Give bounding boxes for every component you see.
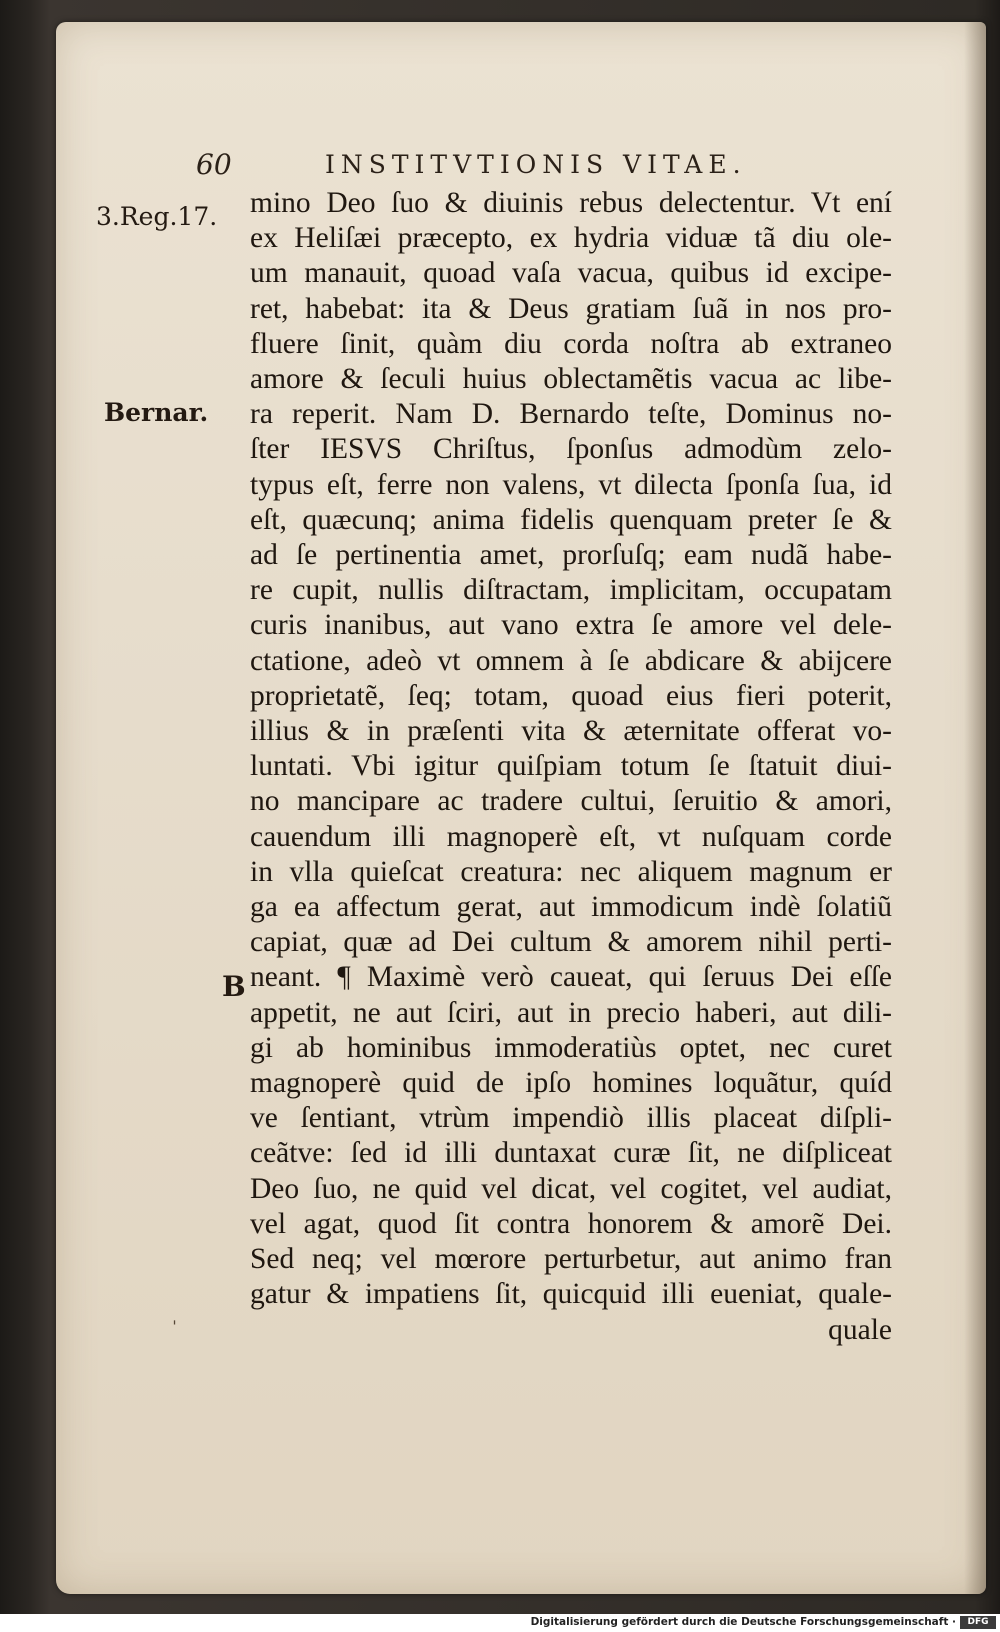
catchword: quale [828, 1313, 892, 1346]
text-line: fluere ſinit, quàm diu corda noſtra ab extraneo [250, 327, 892, 360]
text-line: ra reperit. Nam D. Bernardo teſte, Dominus no- [250, 398, 892, 431]
text-line: eſt, quæcunq; anima fidelis quenquam preter ſe & [250, 503, 892, 536]
text-line: mino Deo ſuo & diuinis rebus delectentur. Vt ení [250, 187, 892, 219]
page-header [0, 148, 1000, 188]
text-line: ceãtve: ſed id illi duntaxat curæ ſit, ne diſpliceat [250, 1137, 892, 1170]
text-line: in vlla quieſcat creatura: nec aliquem magnum er [250, 855, 892, 888]
margin-tick-mark: ˈ [172, 1318, 177, 1339]
text-line: curis inanibus, aut vano extra ſe amore vel dele- [250, 609, 892, 642]
text-line: ctatione, adeò vt omnem à ſe abdicare & abijcere [250, 644, 892, 677]
text-line: gatur & impatiens ſit, quicquid illi eueniat, quale- [250, 1278, 892, 1311]
dfg-logo: DFG [960, 1616, 996, 1629]
text-line: appetit, ne aut ſciri, aut in precio haberi, aut dili- [250, 996, 892, 1029]
text-line: ga ea affectum gerat, aut immodicum indè ſolatiũ [250, 891, 892, 924]
text-line: typus eſt, ferre non valens, vt dilecta ſponſa ſua, id [250, 468, 892, 501]
text-line: neant. ¶ Maximè verò caueat, qui ſeruus Dei eſſe [250, 961, 892, 994]
text-line: ad ſe pertinentia amet, prorſuſq; eam nudã habe- [250, 539, 892, 572]
body-text [250, 186, 892, 1348]
text-line: magnoperè quid de ipſo homines loquãtur, quíd [250, 1067, 892, 1100]
text-line: illius & in præſenti vita & æternitate offerat vo- [250, 715, 892, 748]
text-line: no mancipare ac tradere cultui, ſeruitio & amori, [250, 785, 892, 818]
text-line: cauendum illi magnoperè eſt, vt nuſquam corde [250, 820, 892, 853]
text-line: ex Heliſæi præcepto, ex hydria viduæ tã diu ole- [250, 222, 892, 255]
text-line: re cupit, nullis diſtractam, implicitam, occupatam [250, 574, 892, 607]
text-line: Deo ſuo, ne quid vel dicat, vel cogitet, vel audiat, [250, 1172, 892, 1205]
text-line: ſter IESVS Chriſtus, ſponſus admodùm zelo- [250, 433, 892, 466]
margin-note-bernar: Bernar. [104, 398, 209, 427]
text-line: capiat, quæ ad Dei cultum & amorem nihil perti- [250, 926, 892, 959]
margin-note-reference: 3.Reg.17. [96, 202, 218, 231]
funding-credit: Digitalisierung gefördert durch die Deutsche Forschungsgemeinschaft · [530, 1616, 956, 1628]
page-number: 60 [196, 148, 232, 181]
page-edge-shadow [964, 22, 986, 1594]
text-line: proprietatẽ, ſeq; totam, quoad eius fieri poterit, [250, 679, 892, 712]
footer-bar [0, 1614, 1000, 1632]
text-line: um manauit, quoad vaſa vacua, quibus id excipe- [250, 257, 892, 290]
text-line: vel agat, quod ſit contra honorem & amorẽ Dei. [250, 1207, 892, 1240]
text-line: ve ſentiant, vtrùm impendiò illis placeat diſpli- [250, 1102, 892, 1135]
text-line: Sed neq; vel mœrore perturbetur, aut animo fran [250, 1243, 892, 1276]
text-line: gi ab hominibus immoderatiùs optet, nec curet [250, 1031, 892, 1064]
text-line: luntati. Vbi igitur quiſpiam totum ſe ſtatuit diui- [250, 750, 892, 783]
running-head: INSTITVTIONIS VITAE. [325, 150, 747, 179]
margin-note-letter: B [222, 970, 246, 1003]
text-line: ret, habebat: ita & Deus gratiam ſuã in nos pro- [250, 292, 892, 325]
text-line: amore & ſeculi huius oblectamẽtis vacua ac libe- [250, 363, 892, 396]
